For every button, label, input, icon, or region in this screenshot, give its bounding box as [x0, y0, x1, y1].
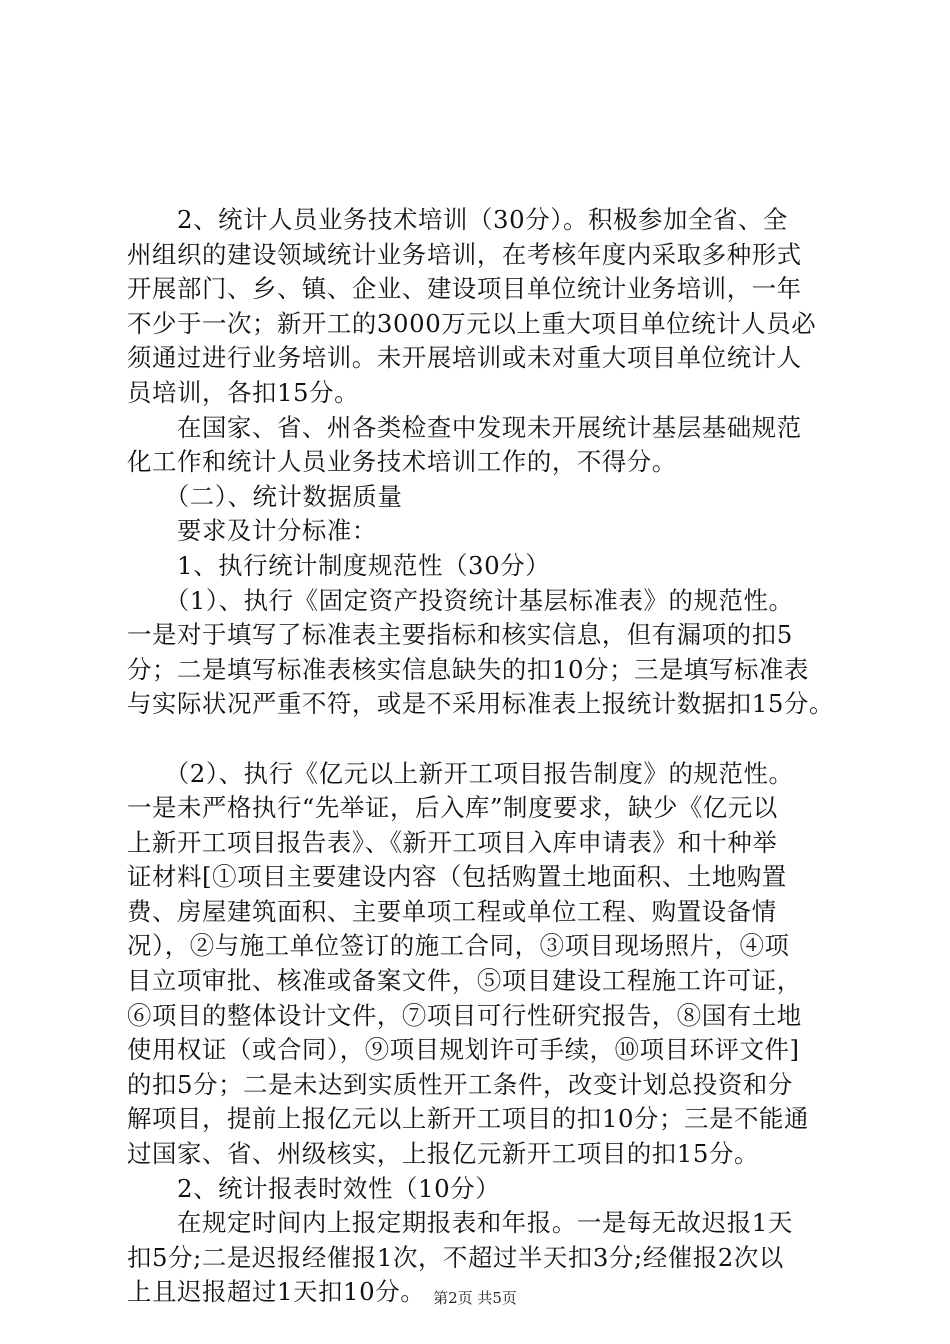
text-line: 2、统计人员业务技术培训（30分）。积极参加全省、全	[127, 205, 788, 234]
text-line: 与实际状况严重不符，或是不采用标准表上报统计数据扣15分。	[127, 689, 834, 719]
text-line: ⑥项目的整体设计文件，⑦项目可行性研究报告，⑧国有土地	[127, 1000, 802, 1030]
text-line: 开展部门、乡、镇、企业、建设项目单位统计业务培训，一年	[127, 274, 802, 304]
text-line: （二）、统计数据质量	[127, 481, 403, 511]
text-line: 解项目，提前上报亿元以上新开工项目的扣10分；三是不能通	[127, 1104, 809, 1134]
text-line: 扣5分;二是迟报经催报1次，不超过半天扣3分;经催报2次以	[127, 1242, 784, 1272]
paragraph	[127, 514, 827, 549]
paragraph	[127, 584, 834, 722]
text-line: 2、统计报表时效性（10分）	[127, 1173, 501, 1203]
text-line: 上新开工项目报告表》、《新开工项目入库申请表》和十种举	[127, 827, 778, 857]
text-line: 费、房屋建筑面积、主要单项工程或单位工程、购置设备情	[127, 896, 777, 926]
paragraph	[127, 757, 827, 1172]
paragraph	[127, 1172, 827, 1207]
page-footer: 第2页 共5页	[433, 1289, 517, 1307]
text-line: 一是对于填写了标准表主要指标和核实信息，但有漏项的扣5	[127, 620, 793, 650]
text-line: 在规定时间内上报定期报表和年报。一是每无故迟报1天	[127, 1208, 793, 1238]
text-line: 证材料[①项目主要建设内容（包括购置土地面积、土地购置	[127, 862, 787, 892]
text-line: 化工作和统计人员业务技术培训工作的，不得分。	[127, 447, 677, 477]
text-line: 不少于一次；新开工的3000万元以上重大项目单位统计人员必	[127, 308, 817, 338]
paragraph-gap	[127, 722, 827, 757]
text-line: 使用权证（或合同），⑨项目规划许可手续，⑩项目环评文件]	[127, 1035, 800, 1065]
document-body	[127, 203, 834, 1310]
text-line: 员培训，各扣15分。	[127, 377, 360, 407]
text-line: 分；二是填写标准表核实信息缺失的扣10分；三是填写标准表	[127, 654, 809, 684]
text-line: 要求及计分标准：	[127, 516, 377, 546]
text-line: 上且迟报超过1天扣10分。	[127, 1277, 426, 1307]
text-line: （1）、执行《固定资产投资统计基层标准表》的规范性。	[127, 585, 794, 615]
text-line: 须通过进行业务培训。未开展培训或未对重大项目单位统计人	[127, 343, 802, 373]
text-line: 在国家、省、州各类检查中发现未开展统计基层基础规范	[127, 412, 802, 442]
text-line: （2）、执行《亿元以上新开工项目报告制度》的规范性。	[127, 758, 794, 788]
text-line: 一是未严格执行“先举证，后入库”制度要求，缺少《亿元以	[127, 793, 778, 823]
paragraph	[127, 549, 827, 584]
paragraph	[127, 411, 827, 480]
text-line: 过国家、省、州级核实，上报亿元新开工项目的扣15分。	[127, 1139, 760, 1169]
text-line: 1、执行统计制度规范性（30分）	[127, 550, 551, 580]
text-line: 州组织的建设领域统计业务培训，在考核年度内采取多种形式	[127, 239, 802, 269]
text-line: 况），②与施工单位签订的施工合同，③项目现场照片，④项	[127, 931, 790, 961]
text-line: 的扣5分；二是未达到实质性开工条件，改变计划总投资和分	[127, 1069, 793, 1099]
paragraph	[127, 480, 827, 515]
paragraph	[127, 203, 827, 411]
text-line: 目立项审批、核准或备案文件，⑤项目建设工程施工许可证，	[127, 966, 802, 996]
